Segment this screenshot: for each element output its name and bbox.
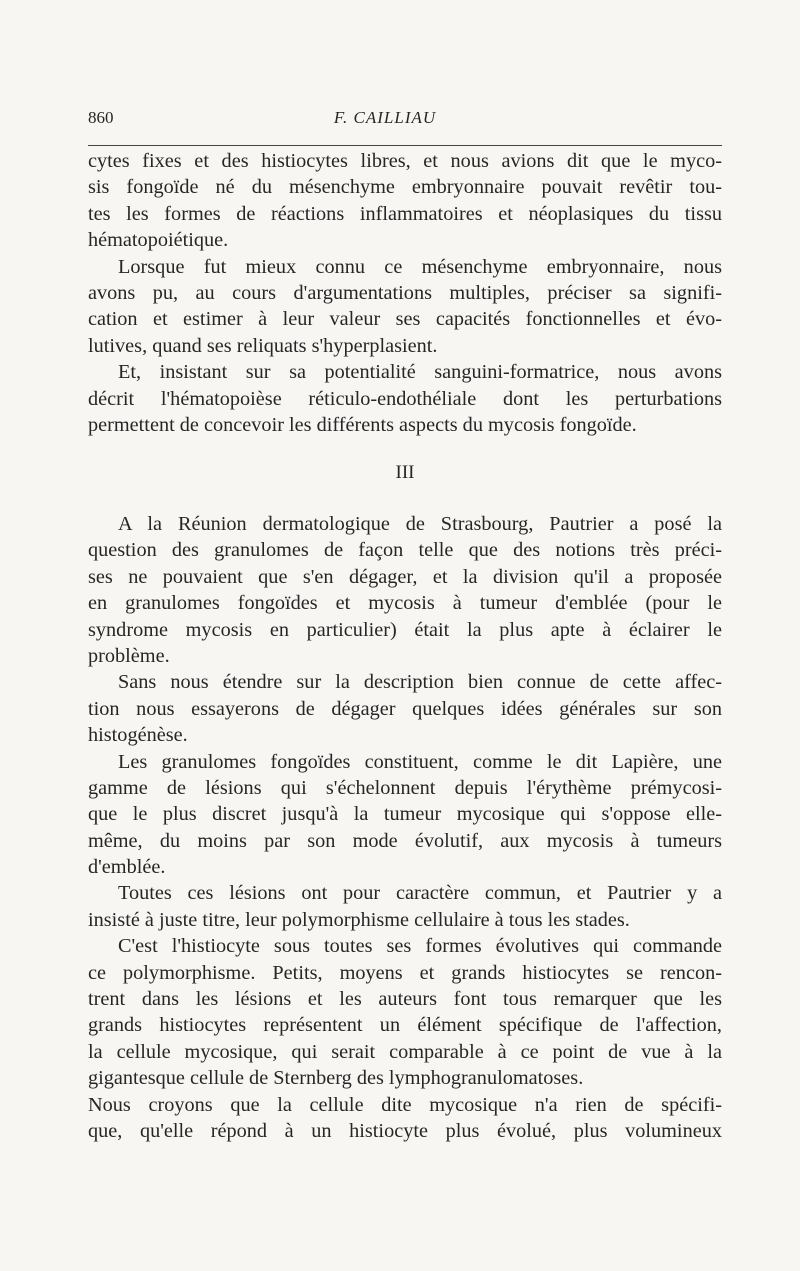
text-line: histogénèse. <box>88 724 188 747</box>
text-line: C'est l'histiocyte sous toutes ses formes évolutives qui commande <box>118 935 722 958</box>
body-text-before-section <box>88 148 722 438</box>
text-line: d'emblée. <box>88 856 166 879</box>
paragraph <box>88 511 722 669</box>
paragraph <box>88 1092 722 1145</box>
text-line: tes les formes de réactions inflammatoires et néoplasiques du tissu <box>88 202 722 225</box>
text-line: avons pu, au cours d'argumentations multiples, préciser sa signifi- <box>88 281 722 304</box>
text-line: cytes fixes et des histiocytes libres, et nous avions dit que le myco- <box>88 150 722 172</box>
text-line: question des granulomes de façon telle que des notions très préci- <box>88 539 722 562</box>
text-line: Lorsque fut mieux connu ce mésenchyme embryonnaire, nous <box>118 255 722 278</box>
text-line: sis fongoïde né du mésenchyme embryonnaire pouvait revêtir tou- <box>88 176 722 199</box>
text-line: gamme de lésions qui s'échelonnent depuis l'érythème prémycosi- <box>88 776 722 799</box>
text-line: lutives, quand ses reliquats s'hyperplasient. <box>88 334 438 357</box>
text-line: cation et estimer à leur valeur ses capacités fonctionnelles et évo- <box>88 308 722 331</box>
paragraph <box>88 359 722 438</box>
text-line: hématopoiétique. <box>88 229 229 252</box>
paragraph <box>88 880 722 933</box>
running-header <box>88 108 722 132</box>
text-line: gigantesque cellule de Sternberg des lymphogranulomatoses. <box>88 1067 584 1090</box>
text-line: permettent de concevoir les différents aspects du mycosis fongoïde. <box>88 413 637 436</box>
text-line: trent dans les lésions et les auteurs font tous remarquer que les <box>88 988 722 1011</box>
text-line: syndrome mycosis en particulier) était la plus apte à éclairer le <box>88 618 722 641</box>
text-line: la cellule mycosique, qui serait comparable à ce point de vue à la <box>88 1040 722 1063</box>
text-line: Nous croyons que la cellule dite mycosique n'a rien de spécifi- <box>88 1093 722 1116</box>
text-line: Les granulomes fongoïdes constituent, comme le dit Lapière, une <box>118 750 722 773</box>
paragraph <box>88 254 722 360</box>
text-line: Toutes ces lésions ont pour caractère commun, et Pautrier y a <box>118 882 722 905</box>
text-line: que le plus discret jusqu'à la tumeur mycosique qui s'oppose elle- <box>88 803 722 826</box>
text-line: ce polymorphisme. Petits, moyens et grands histiocytes se rencon- <box>88 961 722 984</box>
text-line: que, qu'elle répond à un histiocyte plus évolué, plus volumineux <box>88 1119 722 1142</box>
header-rule <box>88 145 722 146</box>
text-line: insisté à juste titre, leur polymorphisme cellulaire à tous les stades. <box>88 908 630 931</box>
paragraph <box>88 669 722 748</box>
text-line: Et, insistant sur sa potentialité sanguini-formatrice, nous avons <box>118 361 722 384</box>
paragraph <box>88 148 722 254</box>
body-text-after-section <box>88 511 722 1144</box>
text-line: grands histiocytes représentent un élément spécifique de l'affection, <box>88 1014 722 1037</box>
running-title: F. CAILLIAU <box>333 108 437 127</box>
text-line: décrit l'hématopoièse réticulo-endothéliale dont les perturbations <box>88 387 722 410</box>
paragraph <box>88 933 722 1091</box>
page-number: 860 <box>88 108 114 127</box>
text-line: Sans nous étendre sur la description bien connue de cette affec- <box>118 671 722 694</box>
section-heading: III <box>395 462 415 483</box>
text-line: en granulomes fongoïdes et mycosis à tumeur d'emblée (pour le <box>88 592 722 615</box>
text-line: même, du moins par son mode évolutif, aux mycosis à tumeurs <box>88 829 722 852</box>
text-line: tion nous essayerons de dégager quelques idées générales sur son <box>88 697 722 720</box>
text-line: A la Réunion dermatologique de Strasbourg, Pautrier a posé la <box>118 513 722 535</box>
text-line: problème. <box>88 644 170 667</box>
text-line: ses ne pouvaient que s'en dégager, et la division qu'il a proposée <box>88 565 722 588</box>
paragraph <box>88 749 722 881</box>
